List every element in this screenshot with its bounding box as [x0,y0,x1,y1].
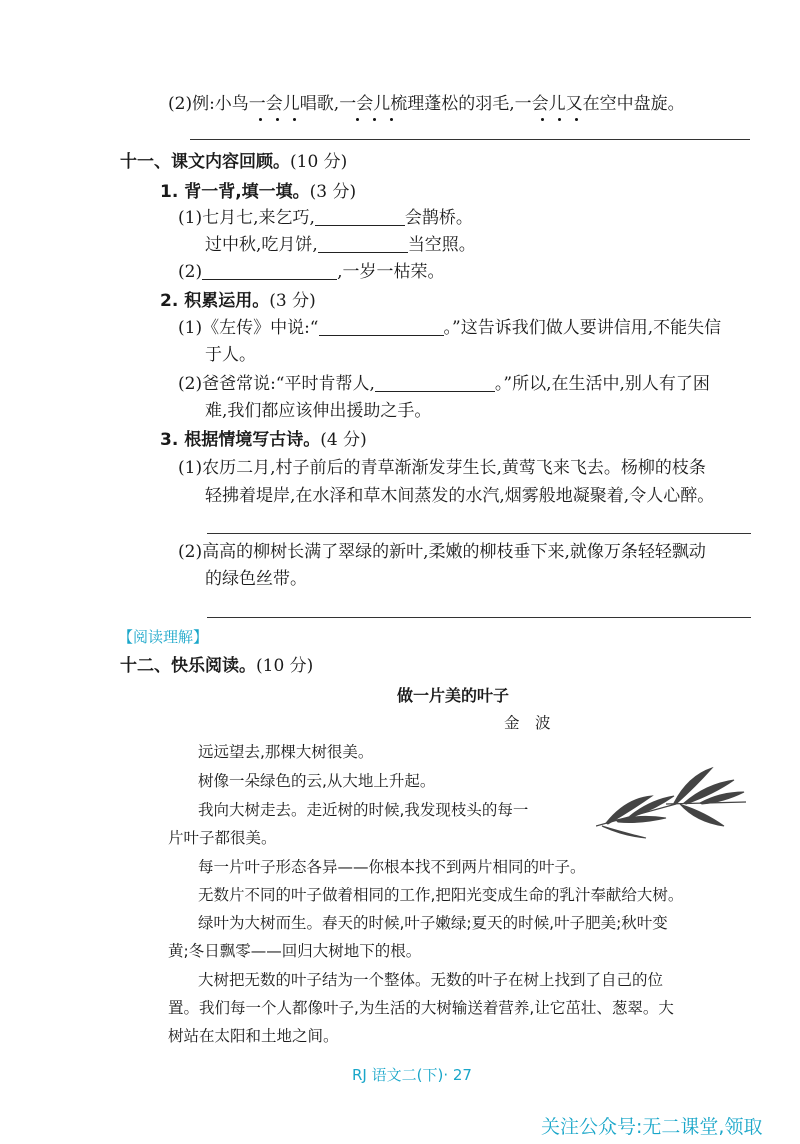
section-12-score: (10 分) [256,656,314,676]
story-paragraph: 我向大树走去。走近树的时候,我发现枝头的每一 [198,801,529,819]
q2-line1-end: 。”这告诉我们做人要讲信用,不能失信 [443,318,722,338]
story-paragraph: 大树把无数的叶子结为一个整体。无数的叶子在树上找到了自己的位 [198,971,664,989]
section-12-title: 十二、快乐阅读。 [120,656,256,676]
q1-score: (3 分) [309,182,357,202]
q1-line3-text: (2) [178,262,203,282]
q2-blank-1[interactable] [319,317,444,336]
story-paragraph: 无数片不同的叶子做着相同的工作,把阳光变成生命的乳汁奉献给大树。 [198,886,684,904]
q1-heading [160,180,356,204]
story-title: 做一片美的叶子 [397,686,510,705]
story-paragraph: 每一片叶子形态各异——你根本找不到两片相同的叶子。 [198,858,586,876]
section-11-score: (10 分) [290,152,348,172]
story-paragraph: 黄;冬日飘零——回归大树地下的根。 [168,942,422,960]
bamboo-leaves-illustration [596,766,748,840]
q2-line1-cont: 于人。 [205,345,256,365]
q1-line1-end: 会鹊桥。 [404,208,473,228]
q3-line1: (1)农历二月,村子前后的青草渐渐发芽生长,黄莺飞来飞去。杨柳的枝条 [178,458,706,478]
q2-heading [160,289,316,313]
story-paragraph: 远远望去,那棵大树很美。 [198,743,374,761]
story-paragraph: 树站在太阳和土地之间。 [168,1027,339,1045]
q2-line2 [178,372,710,396]
q2-line2-text: (2)爸爸常说:“平时肯帮人, [178,374,375,394]
q1-blank-2[interactable] [318,234,408,253]
q3-line2: 轻拂着堤岸,在水泽和草木间蒸发的水汽,烟雾般地凝聚着,令人心醉。 [205,486,715,506]
story-author: 金 波 [504,714,551,732]
q1-line2-end: 当空照。 [407,235,476,255]
q3-heading [160,428,367,452]
example-sentence: (2)例:小鸟一会儿唱歌,一会儿梳理蓬松的羽毛,一会儿又在空中盘旋。 [168,94,685,114]
q2-title: 2. 积累运用。 [160,291,270,311]
q2-line1 [178,316,721,340]
story-paragraph: 置。我们每一个人都像叶子,为生活的大树输送着营养,让它茁壮、葱翠。大 [168,999,674,1017]
watermark-text: 关注公众号:无二课堂,领取 [541,1116,763,1138]
q1-line2 [205,233,476,257]
q1-line1-text: (1)七月七,来乞巧, [178,208,315,228]
answer-line[interactable] [190,139,750,140]
q1-blank-3[interactable] [202,261,337,280]
q1-line1 [178,206,473,230]
q2-score: (3 分) [269,291,316,311]
q2-line1-text: (1)《左传》中说:“ [178,318,319,338]
q1-title: 1. 背一背,填一填。 [160,182,310,202]
q3-line4: 的绿色丝带。 [205,569,307,589]
q2-line2-end: 。”所以,在生活中,别人有了困 [494,374,710,394]
q2-line2-cont: 难,我们都应该伸出援助之手。 [205,401,432,421]
section-11-heading [120,150,347,174]
q3-line3: (2)高高的柳树长满了翠绿的新叶,柔嫩的柳枝垂下来,就像万条轻轻飘动 [178,542,706,562]
section-12-heading [120,654,313,678]
story-paragraph: 片叶子都很美。 [168,829,277,847]
q3-title: 3. 根据情境写古诗。 [160,430,321,450]
q2-blank-2[interactable] [375,373,495,392]
reading-tag: 【阅读理解】 [118,628,209,646]
q3-answer-line-1[interactable] [207,533,751,534]
q1-blank-1[interactable] [315,207,405,226]
page-footer: RJ 语文二(下)· 27 [352,1066,472,1084]
story-paragraph: 树像一朵绿色的云,从大地上升起。 [198,772,436,790]
q3-score: (4 分) [320,430,367,450]
q1-line2-text: 过中秋,吃月饼, [205,235,318,255]
q3-answer-line-2[interactable] [207,617,751,618]
story-paragraph: 绿叶为大树而生。春天的时候,叶子嫩绿;夏天的时候,叶子肥美;秋叶变 [198,914,668,932]
section-11-title: 十一、课文内容回顾。 [120,152,290,172]
q1-line3 [178,260,445,284]
q1-line3-end: ,一岁一枯荣。 [337,262,445,282]
